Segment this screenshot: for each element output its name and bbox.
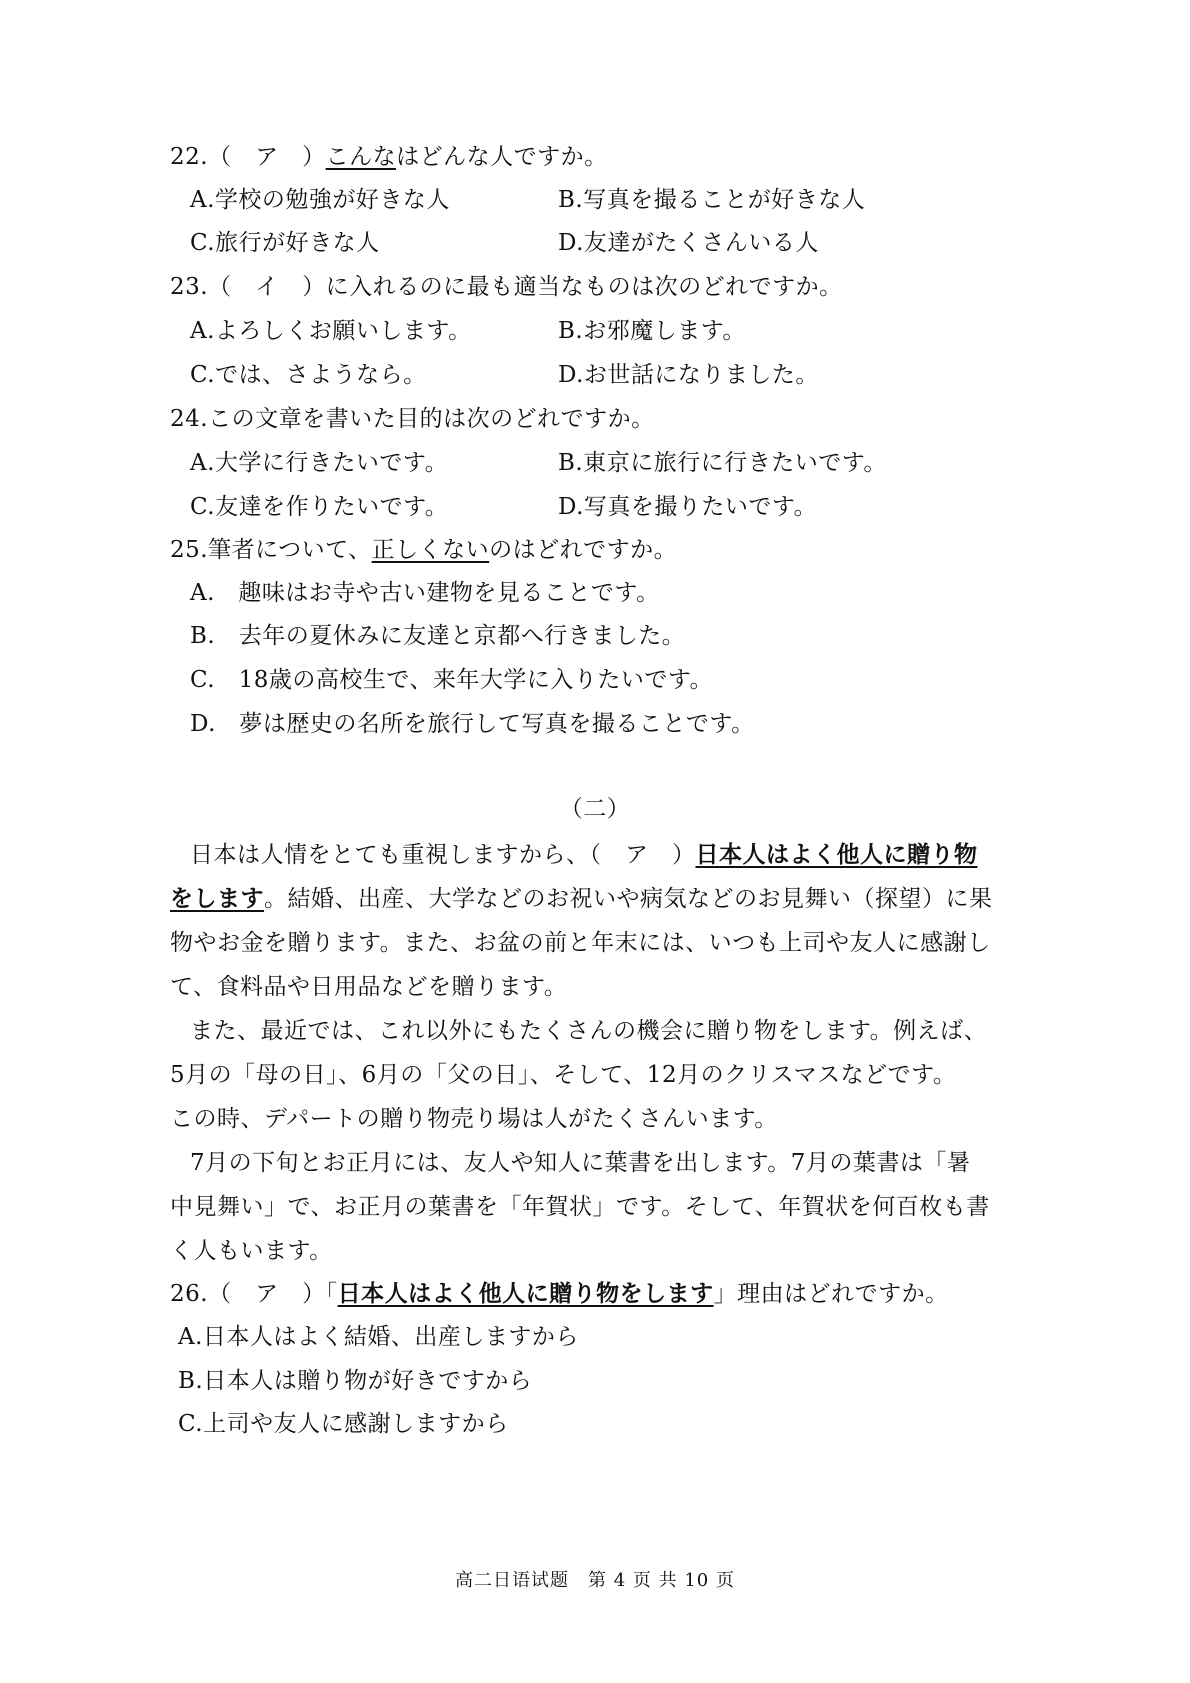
q23-option-c: C.では、さようなら。 [190, 362, 427, 388]
passage-line [190, 840, 978, 870]
question-26 [170, 1279, 949, 1309]
q22-option-d: D.友達がたくさんいる人 [558, 230, 819, 256]
question-22 [170, 142, 608, 172]
passage-line: 中見舞い」で、お正月の葉書を「年賀状」です。そして、年賀状を何百枚も書 [170, 1194, 990, 1220]
passage-text: 日本は人情をとても重視しますから、（ ア ） [190, 842, 696, 868]
question-25 [170, 535, 677, 565]
passage-line: く人もいます。 [170, 1238, 333, 1264]
q26-option-b: B.日本人は贈り物が好きですから [178, 1368, 533, 1394]
page-footer: 高二日语试题 第 4 页 共 10 页 [455, 1570, 735, 1591]
question-23: 23.（ イ ）に入れるのに最も適当なものは次のどれですか。 [170, 274, 843, 300]
passage-text: 。結婚、出産、大学などのお祝いや病気などのお見舞い（探望）に果 [264, 886, 993, 912]
q25-option-b: B. 去年の夏休みに友達と京都へ行きました。 [190, 623, 686, 649]
q25-option-d: D. 夢は歴史の名所を旅行して写真を撮ることです。 [190, 711, 755, 737]
question-25-rest: のはどれですか。 [489, 537, 678, 563]
question-25-prefix: 25.筆者について、 [170, 537, 372, 563]
q25-option-a: A. 趣味はお寺や古い建物を見ることです。 [190, 580, 660, 606]
question-22-underlined: こんな [325, 144, 397, 170]
question-26-rest: 」理由はどれですか。 [713, 1281, 949, 1307]
q24-option-a: A.大学に行きたいです。 [190, 450, 449, 476]
question-26-prefix: 26.（ ア ）「 [170, 1281, 338, 1307]
question-24: 24.この文章を書いた目的は次のどれですか。 [170, 406, 655, 432]
q25-option-c: C. 18歳の高校生で、来年大学に入りたいです。 [190, 667, 714, 693]
section-heading: （二） [559, 796, 631, 822]
q24-option-b: B.東京に旅行に行きたいです。 [558, 450, 887, 476]
passage-line [170, 884, 993, 914]
passage-line: 5月の「母の日」、6月の「父の日」、そして、12月のクリスマスなどです。 [170, 1062, 957, 1088]
passage-underlined: 日本人はよく他人に贈り物 [695, 841, 978, 868]
q26-option-a: A.日本人はよく結婚、出産しますから [178, 1324, 579, 1350]
q22-option-a: A.学校の勉強が好きな人 [190, 187, 450, 213]
passage-line: 物やお金を贈ります。また、お盆の前と年末には、いつも上司や友人に感謝し [170, 930, 991, 956]
passage-line: この時、デパートの贈り物売り場は人がたくさんいます。 [170, 1106, 778, 1132]
passage-line: また、最近では、これ以外にもたくさんの機会に贈り物をします。例えば、 [190, 1018, 988, 1044]
passage-line: て、食料品や日用品などを贈ります。 [170, 974, 568, 1000]
q23-option-a: A.よろしくお願いします。 [190, 318, 472, 344]
q26-option-c: C.上司や友人に感謝しますから [178, 1411, 509, 1437]
question-22-prefix: 22.（ ア ） [170, 144, 326, 170]
question-22-rest: はどんな人ですか。 [396, 144, 608, 170]
q22-option-c: C.旅行が好きな人 [190, 230, 380, 256]
q23-option-b: B.お邪魔します。 [558, 318, 746, 344]
question-25-underlined: 正しくない [371, 537, 490, 563]
q24-option-c: C.友達を作りたいです。 [190, 494, 449, 520]
passage-underlined: をします [170, 885, 264, 912]
q23-option-d: D.お世話になりました。 [558, 362, 819, 388]
question-26-underlined: 日本人はよく他人に贈り物をします [337, 1280, 714, 1307]
q22-option-b: B.写真を撮ることが好きな人 [558, 187, 866, 213]
q24-option-d: D.写真を撮りたいです。 [558, 494, 818, 520]
passage-line: 7月の下旬とお正月には、友人や知人に葉書を出します。7月の葉書は「暑 [190, 1150, 971, 1176]
